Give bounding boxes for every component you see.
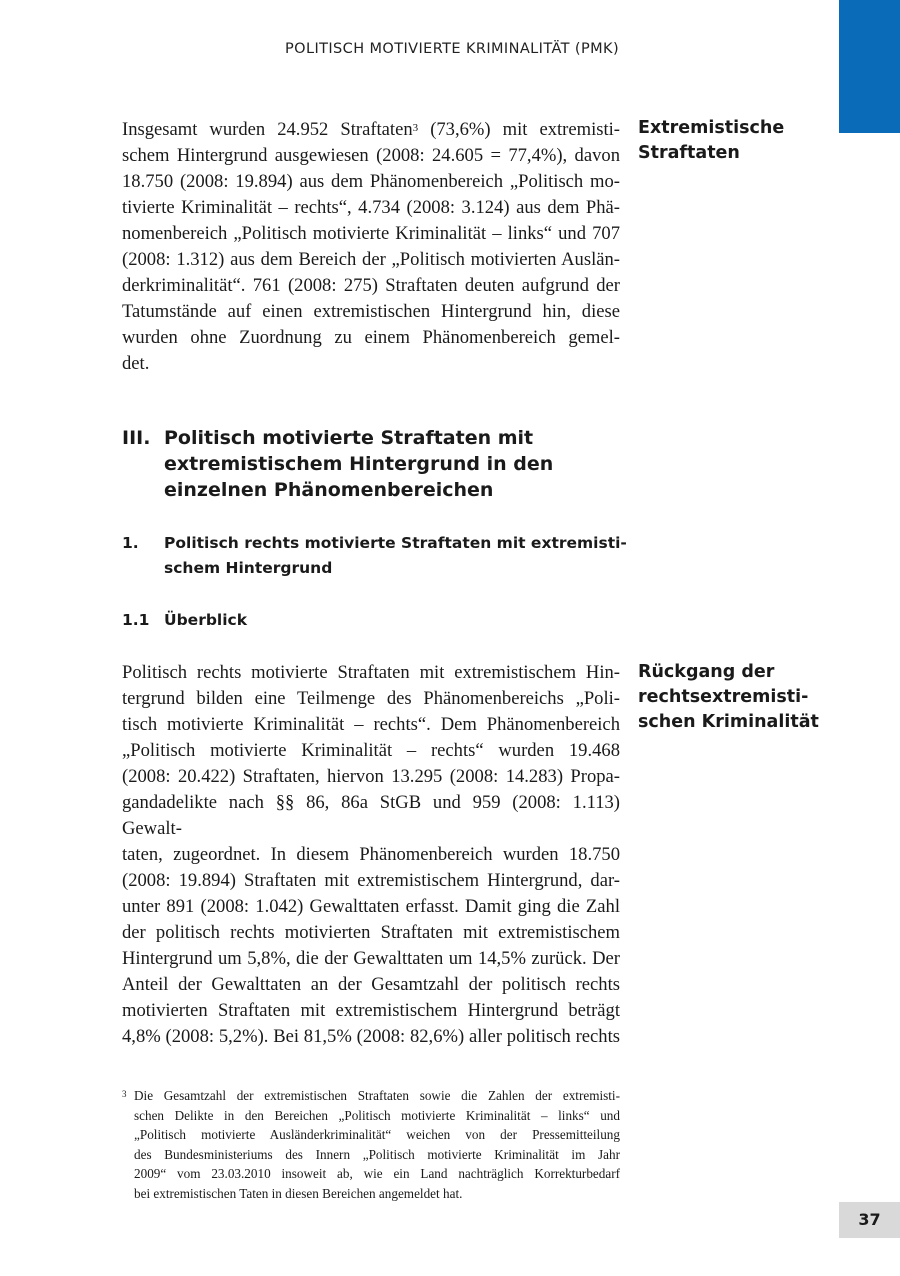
- paragraph-line: tergrund bilden eine Teilmenge des Phänomenbereichs „Poli-: [122, 688, 620, 709]
- paragraph-line: det.: [122, 353, 150, 374]
- footnote-text: Die Gesamtzahl der extremistischen Straftaten sowie die Zahlen der extremisti- schen Delikte in den Bereichen „Politisch motivierte Kriminalität – links“ und „Politisch motivierte Ausländerkriminalität“ weichen von der Pressemitteilung des Bundesministeriums des Innern „Politisch motivierte Kriminalität im Jahr 2009“ vom 23.03.2010 insoweit ab, wie ein Land nachträglich Korrekturbedarf bei extremistischen Taten in diesen Bereichen angemeldet hat.: [134, 1088, 620, 1201]
- heading-title: Politisch rechts motivierte Straftaten mit extremisti- schem Hintergrund: [164, 534, 627, 577]
- paragraph-line: Insgesamt wurden 24.952 Straftaten$^3$ (73,6%) mit extremisti-: [122, 119, 620, 140]
- margin-note-line: Rückgang der: [638, 662, 775, 682]
- paragraph-line: Tatumstände auf einen extremistischen Hintergrund hin, diese: [122, 301, 620, 322]
- margin-note-line: rechtsextremisti-: [638, 687, 809, 707]
- paragraph-line: (2008: 19.894) Straftaten mit extremistischem Hintergrund, dar-: [122, 870, 620, 891]
- footnote: [122, 1086, 620, 1203]
- margin-note-decline: [638, 660, 823, 735]
- paragraph-line: 4,8% (2008: 5,2%). Bei 81,5% (2008: 82,6%) aller politisch rechts: [122, 1026, 620, 1047]
- paragraph-line: „Politisch motivierte Kriminalität – rechts“ wurden 19.468: [122, 740, 620, 761]
- margin-note-line: schen Kriminalität: [638, 712, 819, 732]
- heading-section-1: [122, 531, 627, 583]
- paragraph-line: taten, zugeordnet. In diesem Phänomenbereich wurden 18.750: [122, 844, 620, 865]
- heading-number: III.: [122, 427, 151, 449]
- heading-section-iii: [122, 425, 620, 505]
- running-header: POLITISCH MOTIVIERTE KRIMINALITÄT (PMK): [285, 41, 619, 57]
- chapter-tab: [839, 0, 900, 133]
- paragraph-right-wing: [122, 660, 620, 1050]
- paragraph-line: (2008: 20.422) Straftaten, hiervon 13.295 (2008: 14.283) Propa-: [122, 766, 620, 787]
- paragraph-line: schem Hintergrund ausgewiesen (2008: 24.605 = 77,4%), davon: [122, 145, 620, 166]
- paragraph-line: nomenbereich „Politisch motivierte Kriminalität – links“ und 707: [122, 223, 620, 244]
- heading-section-1-1: [122, 608, 620, 634]
- paragraph-line: wurden ohne Zuordnung zu einem Phänomenbereich gemel-: [122, 327, 620, 348]
- footnote-marker: 3: [122, 1089, 127, 1099]
- paragraph-line: 18.750 (2008: 19.894) aus dem Phänomenbereich „Politisch mo-: [122, 171, 620, 192]
- paragraph-line: unter 891 (2008: 1.042) Gewalttaten erfasst. Damit ging die Zahl: [122, 896, 620, 917]
- heading-number: 1.1: [122, 611, 150, 629]
- paragraph-line: motivierten Straftaten mit extremistischem Hintergrund beträgt: [122, 1000, 620, 1021]
- paragraph-line: tisch motivierte Kriminalität – rechts“. Dem Phänomenbereich: [122, 714, 620, 735]
- heading-title: Politisch motivierte Straftaten mit extremistischem Hintergrund in den einzelnen Phänomenbereichen: [164, 427, 554, 501]
- heading-title: Überblick: [164, 611, 248, 629]
- paragraph-line: derkriminalität“. 761 (2008: 275) Straftaten deuten aufgrund der: [122, 275, 620, 296]
- page-number: 37: [839, 1202, 900, 1238]
- paragraph-line: (2008: 1.312) aus dem Bereich der „Politisch motivierten Auslän-: [122, 249, 620, 270]
- paragraph-line: Anteil der Gewalttaten an der Gesamtzahl der politisch rechts: [122, 974, 620, 995]
- margin-note-line: Straftaten: [638, 143, 740, 163]
- paragraph-line: Hintergrund um 5,8%, die der Gewalttaten um 14,5% zurück. Der: [122, 948, 620, 969]
- margin-note-extremist: [638, 116, 823, 166]
- paragraph-line: tivierte Kriminalität – rechts“, 4.734 (2008: 3.124) aus dem Phä-: [122, 197, 620, 218]
- footnote-ref[interactable]: 3: [412, 122, 419, 134]
- margin-note-line: Extremistische: [638, 118, 785, 138]
- paragraph-extremist: [122, 117, 620, 377]
- heading-number: 1.: [122, 534, 139, 552]
- paragraph-line: Politisch rechts motivierte Straftaten mit extremistischem Hin-: [122, 662, 620, 683]
- paragraph-line: der politisch rechts motivierten Straftaten mit extremistischem: [122, 922, 620, 943]
- paragraph-line: gandadelikte nach §§ 86, 86a StGB und 959 (2008: 1.113) Gewalt-: [122, 792, 620, 839]
